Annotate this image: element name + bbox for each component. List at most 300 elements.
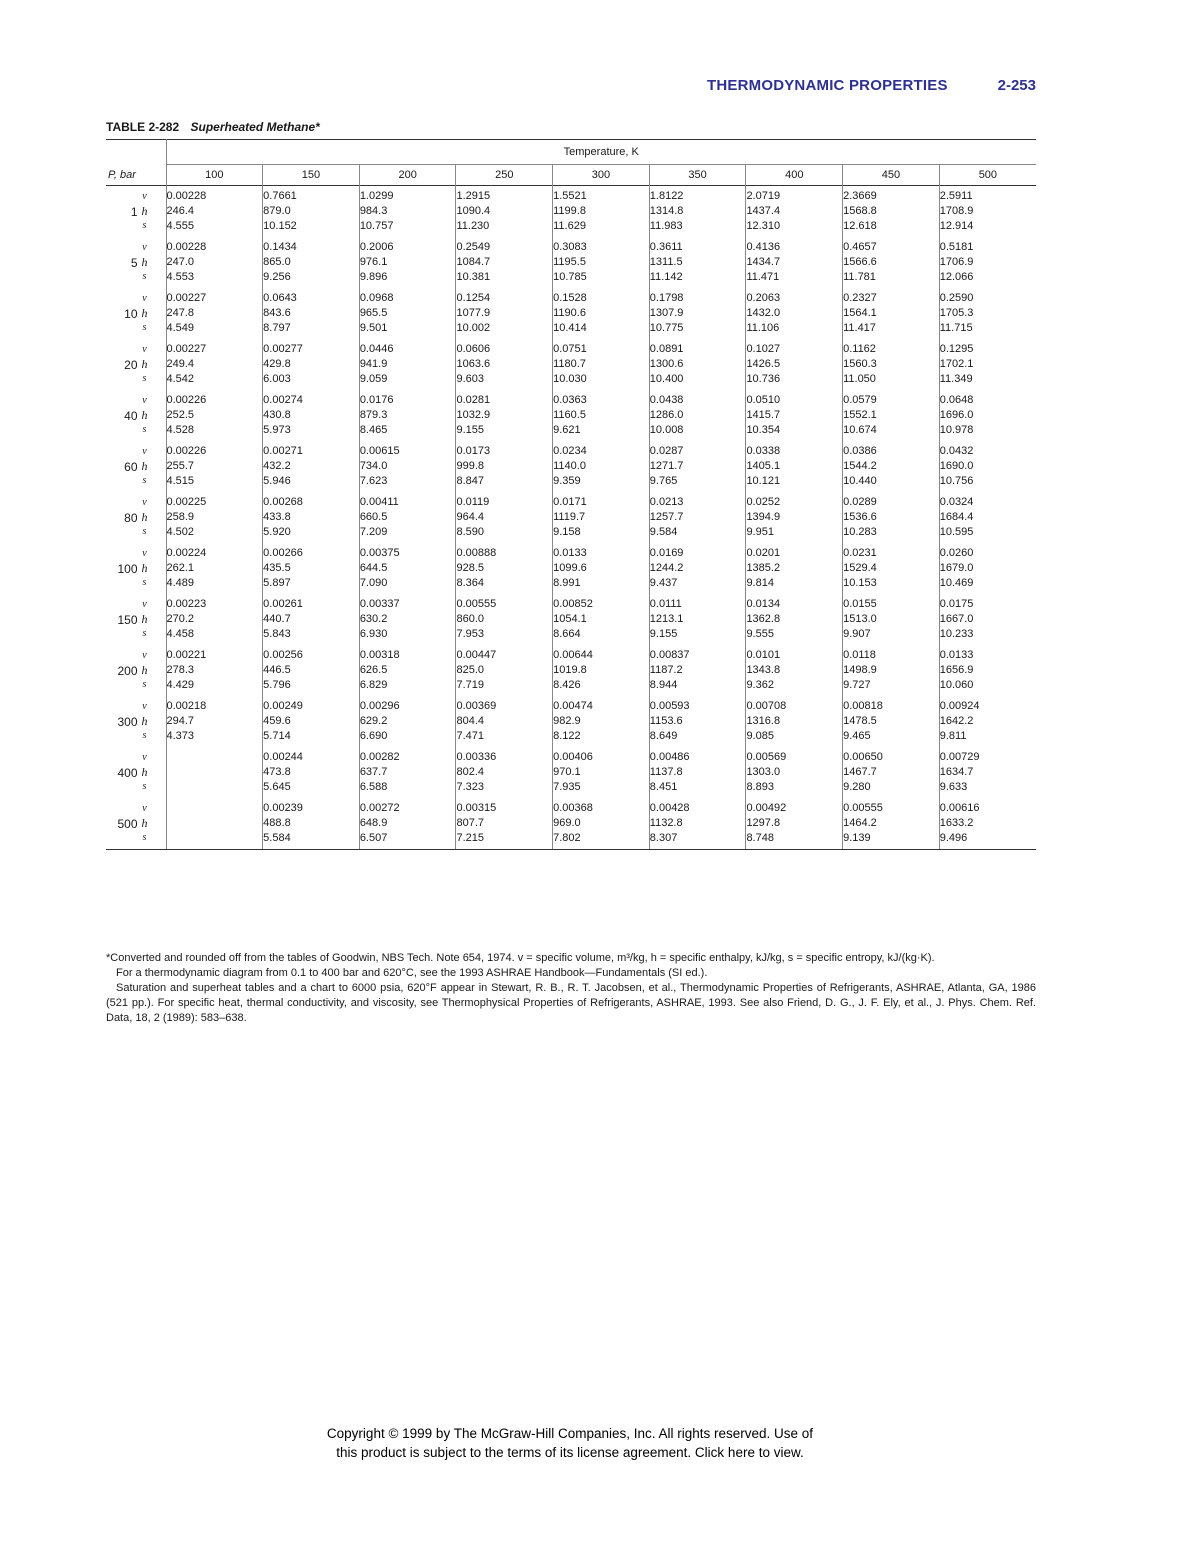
entropy-value: 10.756 [939,474,974,487]
pressure-value: 400 [117,765,138,780]
data-cell [746,237,843,288]
entropy-value: 8.847 [456,474,484,487]
enthalpy-value: 637.7 [359,766,388,779]
data-cell [746,798,843,850]
volume-value: 2.3669 [843,190,877,203]
enthalpy-value: 1633.2 [939,817,974,830]
enthalpy-value: 1544.2 [843,460,877,473]
enthalpy-value: 984.3 [359,205,388,218]
data-cell [166,645,263,696]
data-cell [553,441,650,492]
enthalpy-value: 258.9 [166,511,195,524]
enthalpy-value: 1343.8 [746,664,781,677]
pressure-row [106,594,1036,645]
data-cell [166,543,263,594]
volume-value: 1.0299 [359,190,394,203]
entropy-value: 10.736 [746,372,781,385]
property-symbol: h [141,663,148,678]
volume-value: 0.0260 [939,547,974,560]
enthalpy-value: 1160.5 [553,409,586,422]
temperature-col-header: 200 [359,165,456,186]
data-cell [746,543,843,594]
entropy-value: 9.280 [843,780,871,793]
data-cell [939,441,1036,492]
entropy-value: 7.719 [456,678,484,691]
entropy-value: 9.896 [359,270,388,283]
entropy-value: 9.139 [843,831,871,844]
enthalpy-value: 1696.0 [939,409,974,422]
data-cell [166,339,263,390]
entropy-value: 10.440 [843,474,877,487]
enthalpy-value: 626.5 [359,664,388,677]
entropy-value: 7.215 [456,831,484,844]
volume-value: 0.00852 [553,598,593,611]
entropy-value: 8.797 [263,321,291,334]
enthalpy-value: 964.4 [456,511,484,524]
data-cell [359,186,456,238]
property-symbol: h [141,816,148,831]
volume-value: 2.0719 [746,190,781,203]
data-cell [939,492,1036,543]
data-cell [166,492,263,543]
property-symbols [142,189,148,233]
entropy-value: 10.233 [939,627,974,640]
volume-value: 0.1254 [456,292,491,305]
volume-value: 0.00266 [263,547,303,560]
data-cell [553,594,650,645]
pressure-cell [106,747,166,798]
entropy-value: 9.555 [746,627,774,640]
entropy-value: 11.050 [843,372,876,385]
enthalpy-value: 1568.8 [843,205,877,218]
enthalpy-value: 1434.7 [746,256,781,269]
volume-value: 0.0891 [649,343,684,356]
volume-value: 0.00272 [359,802,400,815]
data-cell [939,747,1036,798]
data-cell [263,237,360,288]
volume-value [167,801,263,816]
pressure-row [106,339,1036,390]
footnote-1: *Converted and rounded off from the tables of Goodwin, NBS Tech. Note 654, 1974. v = specific volume, m³/kg, h = specific enthalpy, kJ/kg, s = specific entropy, kJ/(kg·K). [106,952,935,964]
volume-value: 0.0175 [939,598,974,611]
volume-value: 0.00315 [456,802,497,815]
data-cell [553,186,650,238]
pressure-row [106,186,1036,238]
enthalpy-value: 433.8 [263,511,291,524]
volume-value: 0.00924 [939,700,980,713]
data-cell [649,798,746,850]
entropy-value: 6.588 [359,780,388,793]
volume-value: 0.0133 [939,649,974,662]
entropy-value: 7.090 [359,576,388,589]
pressure-cell [106,339,166,390]
enthalpy-value: 1702.1 [939,358,974,371]
data-cell [359,237,456,288]
data-cell [939,798,1036,850]
entropy-value: 10.060 [939,678,974,691]
enthalpy-value: 1513.0 [843,613,877,626]
entropy-value: 7.471 [456,729,484,742]
entropy-value: 6.829 [359,678,388,691]
volume-value: 0.0101 [746,649,781,662]
data-cell [649,390,746,441]
entropy-value: 11.983 [649,219,683,232]
volume-value: 0.0281 [456,394,491,407]
section-title: THERMODYNAMIC PROPERTIES [707,77,948,94]
entropy-value: 10.153 [843,576,877,589]
data-cell [359,288,456,339]
enthalpy-value: 860.0 [456,613,484,626]
entropy-value: 9.951 [746,525,774,538]
data-cell [263,696,360,747]
volume-value: 0.1528 [553,292,587,305]
property-symbol: s [142,678,147,690]
entropy-value: 8.465 [359,423,388,436]
data-cell [553,798,650,850]
property-symbols [142,444,148,488]
enthalpy-value: 1140.0 [553,460,586,473]
volume-value: 0.00336 [456,751,497,764]
copyright-notice[interactable] [0,1424,1140,1462]
volume-value: 0.0155 [843,598,877,611]
footnote-3: Saturation and superheat tables and a chart to 6000 psia, 620°F appear in Stewart, R. B., R. T. Jacobsen, et al., Thermodynamic Properties of Refrigerants, ASHRAE, Atlanta, GA, 1986 (521 pp.). For specific heat, thermal conductivity, and viscosity, see Thermophysical Properties of Refrigerants, ASHRAE, 1993. See also Friend, D. G., J. F. Ely, et al., J. Phys. Chem. Ref. Data, 18, 2 (1989): 583–638. [106,982,1036,1024]
volume-value: 0.00225 [166,496,207,509]
data-cell [649,339,746,390]
enthalpy-value: 1708.9 [939,205,974,218]
property-symbol: v [142,547,147,559]
enthalpy-value: 982.9 [553,715,581,728]
data-cell [263,747,360,798]
entropy-value: 10.400 [649,372,684,385]
entropy-value: 4.458 [166,627,195,640]
volume-value: 0.0118 [843,649,876,662]
volume-value: 0.00282 [359,751,400,764]
property-symbol: h [141,357,148,372]
volume-value: 0.2063 [746,292,781,305]
entropy-value: 8.122 [553,729,581,742]
data-cell [263,543,360,594]
entropy-value: 8.307 [649,831,678,844]
entropy-value: 9.362 [746,678,774,691]
property-symbol: s [142,372,147,384]
enthalpy-value: 1706.9 [939,256,974,269]
header-blank [106,140,166,165]
data-cell [553,339,650,390]
data-cell [939,696,1036,747]
entropy-value: 4.553 [166,270,195,283]
property-symbol: h [141,561,148,576]
property-symbol: v [142,445,147,457]
volume-value: 0.0119 [456,496,490,509]
property-symbol: h [141,306,148,321]
enthalpy-value: 1271.7 [649,460,684,473]
enthalpy-value: 1690.0 [939,460,974,473]
data-cell [456,543,553,594]
volume-value: 0.00369 [456,700,497,713]
entropy-value [167,831,263,846]
enthalpy-value: 255.7 [166,460,195,473]
enthalpy-value: 1063.6 [456,358,491,371]
temperature-col-header: 450 [843,165,940,186]
property-symbol: h [141,612,148,627]
volume-value: 1.8122 [649,190,684,203]
property-symbol: v [142,190,147,202]
property-symbol: s [142,219,147,231]
entropy-value: 6.507 [359,831,388,844]
volume-value: 0.00337 [359,598,400,611]
data-cell [939,543,1036,594]
volume-value: 0.00569 [746,751,787,764]
data-cell [553,237,650,288]
entropy-value: 10.595 [939,525,974,538]
enthalpy-value: 865.0 [263,256,291,269]
volume-value: 0.00218 [166,700,207,713]
entropy-value: 9.765 [649,474,678,487]
volume-value: 0.00228 [166,190,207,203]
entropy-value: 4.502 [166,525,195,538]
entropy-value: 4.489 [166,576,195,589]
property-symbol: v [142,598,147,610]
volume-value: 1.2915 [456,190,491,203]
volume-value: 0.00555 [843,802,883,815]
data-cell [746,390,843,441]
temperature-col-header: 100 [166,165,263,186]
property-symbol: s [142,831,147,843]
enthalpy-value: 1019.8 [553,664,587,677]
data-cell [263,798,360,850]
data-cell [649,186,746,238]
property-symbol: s [142,729,147,741]
volume-value: 0.00593 [649,700,690,713]
enthalpy-value: 879.3 [359,409,388,422]
entropy-value: 10.381 [456,270,491,283]
enthalpy-value: 429.8 [263,358,291,371]
pressure-value: 5 [130,255,138,270]
entropy-value: 9.603 [456,372,484,385]
enthalpy-value: 1536.6 [843,511,877,524]
data-cell [456,696,553,747]
data-cell [843,594,940,645]
enthalpy-value: 969.0 [553,817,581,830]
enthalpy-value: 473.8 [263,766,291,779]
volume-value: 0.4657 [843,241,877,254]
entropy-value: 8.426 [553,678,581,691]
volume-value: 0.0231 [843,547,877,560]
pressure-cell [106,645,166,696]
data-cell [263,594,360,645]
entropy-value: 10.354 [746,423,781,436]
entropy-value: 5.920 [263,525,291,538]
volume-value: 0.2006 [359,241,394,254]
volume-value: 0.0968 [359,292,394,305]
volume-value: 0.00239 [263,802,303,815]
pressure-cell [106,441,166,492]
volume-value: 0.00616 [939,802,980,815]
volume-value: 0.1027 [746,343,781,356]
property-symbols [142,240,148,284]
enthalpy-value: 294.7 [166,715,195,728]
volume-value: 0.2590 [939,292,974,305]
enthalpy-value: 648.9 [359,817,388,830]
enthalpy-value: 1432.0 [746,307,781,320]
data-cell [843,492,940,543]
entropy-value: 7.209 [359,525,388,538]
table-title: Superheated Methane* [190,120,320,134]
entropy-value: 6.930 [359,627,388,640]
data-cell [359,441,456,492]
entropy-value: 9.621 [553,423,581,436]
enthalpy-value: 1297.8 [746,817,781,830]
volume-value: 0.0176 [359,394,394,407]
enthalpy-value: 1437.4 [746,205,781,218]
data-cell [843,747,940,798]
enthalpy-value: 252.5 [166,409,195,422]
data-cell [746,492,843,543]
property-symbol: h [141,255,148,270]
enthalpy-value: 440.7 [263,613,291,626]
enthalpy-value: 1684.4 [939,511,974,524]
pressure-row [106,441,1036,492]
enthalpy-value: 1415.7 [746,409,781,422]
enthalpy-value: 1478.5 [843,715,877,728]
temperature-col-header: 350 [649,165,746,186]
enthalpy-value: 1307.9 [649,307,684,320]
data-cell [166,747,263,798]
property-symbol: h [141,714,148,729]
enthalpy-value: 1564.1 [843,307,877,320]
property-symbol: h [141,408,148,423]
entropy-value: 10.030 [553,372,587,385]
temperature-header: Temperature, K [166,140,1036,165]
volume-value: 0.00221 [166,649,207,662]
data-cell [359,696,456,747]
volume-value: 0.00274 [263,394,303,407]
entropy-value: 8.991 [553,576,581,589]
entropy-value: 6.690 [359,729,388,742]
volume-value: 0.00644 [553,649,593,662]
data-cell [843,696,940,747]
pressure-value: 80 [124,510,138,525]
temperature-col-header: 300 [553,165,650,186]
volume-value: 0.00261 [263,598,303,611]
data-cell [746,696,843,747]
temperature-col-header: 150 [263,165,360,186]
volume-value: 0.00375 [359,547,400,560]
data-cell [649,492,746,543]
volume-value: 0.00650 [843,751,883,764]
enthalpy-value: 843.6 [263,307,291,320]
volume-value: 0.00256 [263,649,303,662]
data-cell [359,798,456,850]
volume-value: 0.0173 [456,445,491,458]
volume-value: 2.5911 [939,190,973,203]
volume-value: 0.0134 [746,598,781,611]
property-symbol: v [142,241,147,253]
property-symbol: s [142,321,147,333]
entropy-value: 10.152 [263,219,297,232]
volume-value: 0.2327 [843,292,877,305]
volume-value: 0.00406 [553,751,593,764]
entropy-value: 4.515 [166,474,195,487]
data-cell [939,186,1036,238]
entropy-value: 7.323 [456,780,484,793]
entropy-value: 10.785 [553,270,587,283]
enthalpy-value: 807.7 [456,817,484,830]
pressure-row [106,492,1036,543]
volume-value: 0.3083 [553,241,587,254]
volume-value: 0.00223 [166,598,207,611]
pressure-row [106,288,1036,339]
volume-value: 0.0171 [553,496,587,509]
enthalpy-value: 1054.1 [553,613,587,626]
entropy-value: 10.008 [649,423,684,436]
enthalpy-value: 246.4 [166,205,195,218]
data-cell [746,288,843,339]
footnotes [106,951,1036,1026]
enthalpy-value: 1426.5 [746,358,781,371]
entropy-value: 9.727 [843,678,871,691]
enthalpy-value: 1311.5 [649,256,683,269]
pressure-cell [106,798,166,850]
entropy-value: 5.843 [263,627,291,640]
entropy-value: 9.158 [553,525,581,538]
enthalpy-value: 1244.2 [649,562,684,575]
entropy-value: 5.946 [263,474,291,487]
enthalpy-value: 1077.9 [456,307,491,320]
enthalpy-value: 1656.9 [939,664,974,677]
data-cell [166,798,263,850]
data-cell [359,645,456,696]
entropy-value: 4.555 [166,219,195,232]
data-cell [746,339,843,390]
enthalpy-value: 1153.6 [649,715,683,728]
pressure-cell [106,594,166,645]
data-cell [939,645,1036,696]
pressure-cell [106,492,166,543]
data-cell [263,492,360,543]
data-cell [456,339,553,390]
volume-value: 0.0446 [359,343,394,356]
entropy-value: 8.748 [746,831,774,844]
volume-value: 0.00555 [456,598,497,611]
enthalpy-value: 1394.9 [746,511,781,524]
entropy-value: 8.590 [456,525,484,538]
volume-value [167,750,263,765]
property-symbol: v [142,802,147,814]
pressure-row [106,645,1036,696]
enthalpy-value: 1705.3 [939,307,974,320]
enthalpy-value: 1195.5 [553,256,586,269]
enthalpy-value: 1679.0 [939,562,974,575]
volume-value: 0.0234 [553,445,587,458]
entropy-value: 5.973 [263,423,291,436]
copyright-line-1: Copyright © 1999 by The McGraw-Hill Companies, Inc. All rights reserved. Use of [326,1426,814,1441]
volume-value: 0.00249 [263,700,303,713]
volume-value: 0.1434 [263,241,297,254]
enthalpy-value: 999.8 [456,460,484,473]
enthalpy-value: 432.2 [263,460,291,473]
enthalpy-value: 1119.7 [553,511,586,524]
data-cell [456,798,553,850]
pressure-value: 500 [117,816,138,831]
property-symbol: v [142,292,147,304]
enthalpy-value: 644.5 [359,562,388,575]
volume-value: 0.0111 [649,598,682,611]
property-symbol: h [141,204,148,219]
entropy-value: 8.944 [649,678,678,691]
entropy-value: 11.781 [843,270,876,283]
entropy-value: 10.775 [649,321,684,334]
